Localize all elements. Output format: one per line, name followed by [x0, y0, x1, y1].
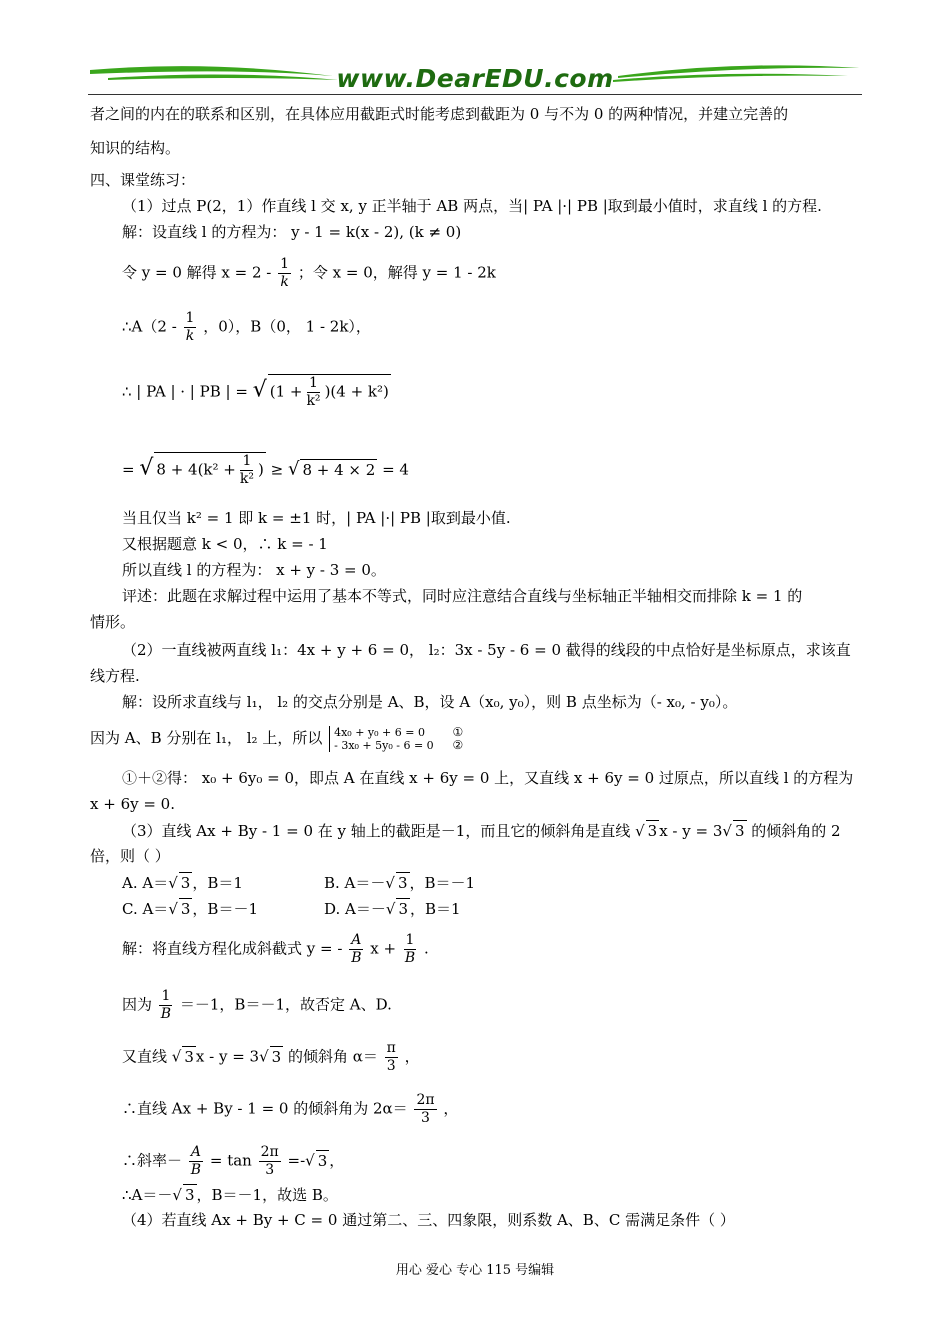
fraction: $\frac{A}{B}$	[351, 932, 362, 966]
p2-step-4: x + 6y = 0.	[90, 795, 175, 813]
equation-system: 4x₀ + y₀ + 6 = 0 - 3x₀ + 5y₀ - 6 = 0	[329, 726, 434, 752]
problem-2-question-2: 线方程.	[90, 667, 140, 685]
problem-1-question: （1）过点 P(2，1）作直线 l 交 x, y 正半轴于 AB 两点，当| PA |·| PB |取到最小值时，求直线 l 的方程.	[122, 197, 822, 215]
fraction: $\frac{\pi}{3}$	[386, 1040, 396, 1074]
problem-3-question-2: 倍，则（ ）	[90, 847, 170, 865]
p2-step-2: 因为 A、B 分别在 l₁， l₂ 上，所以 4x₀ + y₀ + 6 = 0 - 3x₀ + 5y₀ - 6 = 0 ① ②	[90, 725, 464, 752]
fraction: $\frac{1}{k}$	[280, 256, 290, 290]
p1-step-4: ∴ | PA | · | PB | = √ (1 + $\frac{1}{\text{k²}}$ )(4 + k²)	[122, 375, 389, 409]
p3-step-2: 因为 $\frac{1}{B}$ ＝－1，B＝－1，故否定 A、D.	[122, 988, 392, 1022]
fraction: $\frac{1}{B}$	[160, 988, 172, 1022]
option-b: B. A＝－√ 3 ，B＝－1	[324, 874, 476, 892]
p3-step-5: ∴斜率－ $\frac{A}{B}$ = tan $\frac{2\pi}{3}$ =-√ 3 ，	[122, 1144, 345, 1178]
fraction: $\frac{A}{B}$	[190, 1144, 202, 1178]
option-d: D. A＝－√ 3 ，B＝1	[324, 900, 461, 918]
p2-step-3: ①＋②得： x₀ + 6y₀ = 0，即点 A 在直线 x + 6y = 0 上，又直线 x + 6y = 0 过原点，所以直线 l 的方程为	[122, 769, 854, 787]
p3-step-4: ∴直线 Ax + By - 1 = 0 的倾斜角为 2α＝ $\frac{2\pi}{3}$ ，	[122, 1092, 459, 1126]
problem-4-question: （4）若直线 Ax + By + C = 0 通过第二、三、四象限，则系数 A、B、C 需满足条件（ ）	[122, 1211, 735, 1229]
page-footer: 用心 爱心 专心 115 号编辑	[395, 1263, 555, 1278]
section-4-title: 四、课堂练习：	[90, 171, 196, 189]
intro-line-2: 知识的结构。	[90, 139, 181, 157]
site-logo-text: www.DearEDU.com	[336, 64, 614, 93]
p1-step-7: 又根据题意 k < 0，∴ k = - 1	[122, 535, 328, 553]
p1-step-6: 当且仅当 k² = 1 即 k = ±1 时，| PA |·| PB |取到最小值.	[122, 509, 511, 527]
fraction: $\frac{2\pi}{3}$	[416, 1092, 435, 1126]
fraction: $\frac{1}{B}$	[404, 932, 416, 966]
p2-step-1: 解：设所求直线与 l₁， l₂ 的交点分别是 A、B，设 A（x₀, y₀），则 B 点坐标为（- x₀, - y₀）。	[122, 693, 738, 711]
p1-comment-1: 评述：此题在求解过程中运用了基本不等式，同时应注意结合直线与坐标轴正半轴相交而排除 k = 1 的	[122, 587, 803, 605]
p3-step-3: 又直线 √ 3 x - y = 3√ 3 的倾斜角 α＝ $\frac{\pi}{3}$ ，	[122, 1040, 420, 1074]
option-c: C. A＝√ 3 ，B＝－1	[122, 900, 258, 918]
p1-step-2: 令 y = 0 解得 x = 2 - $\frac{1}{k}$ ；令 x = 0，解得 y = 1 - 2k	[122, 256, 496, 290]
p3-step-6: ∴A＝－√ 3 ，B＝－1，故选 B。	[122, 1186, 338, 1204]
intro-line-1: 者之间的内在的联系和区别，在具体应用截距式时能考虑到截距为 0 与不为 0 的两种情况，并建立完善的	[90, 105, 789, 123]
problem-2-question-1: （2）一直线被两直线 l₁：4x + y + 6 = 0， l₂：3x - 5y - 6 = 0 截得的线段的中点恰好是坐标原点，求该直	[122, 641, 851, 659]
problem-3-question-1: （3）直线 Ax + By - 1 = 0 在 y 轴上的截距是－1，而且它的倾斜角是直线 √ 3 x - y = 3√ 3 的倾斜角的 2	[122, 822, 841, 840]
p1-step-3: ∴A（2 - $\frac{1}{k}$ ，0），B（0， 1 - 2k），	[122, 310, 371, 344]
p1-step-8: 所以直线 l 的方程为： x + y - 3 = 0。	[122, 561, 386, 579]
header-rule	[88, 94, 862, 95]
p3-step-1: 解：将直线方程化成斜截式 y = - $\frac{A}{B}$ x + $\frac{1}{B}$ .	[122, 932, 429, 966]
fraction: $\frac{1}{\text{k²}}$	[306, 375, 321, 409]
site-header	[88, 58, 862, 98]
p1-step-5: = √ 8 + 4(k² + $\frac{1}{\text{k²}}$ ) ≥ √ 8 + 4 × 2 = 4	[122, 453, 409, 487]
p1-step-1: 解：设直线 l 的方程为： y - 1 = k(x - 2), (k ≠ 0)	[122, 223, 462, 241]
fraction: $\frac{2\pi}{3}$	[260, 1144, 279, 1178]
fraction: $\frac{1}{\text{k²}}$	[239, 453, 254, 487]
p1-comment-2: 情形。	[90, 613, 136, 631]
fraction: $\frac{1}{k}$	[185, 310, 195, 344]
option-a: A. A＝√ 3 ，B＝1	[122, 874, 243, 892]
